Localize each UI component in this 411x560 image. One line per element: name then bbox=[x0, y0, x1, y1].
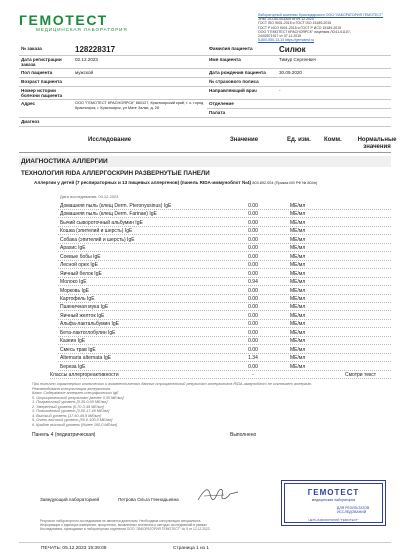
allergy-classes-value: - bbox=[252, 372, 254, 378]
result-unit: МЕ/мл bbox=[290, 321, 306, 328]
dob-label: Дата рождения пациента bbox=[207, 69, 277, 78]
footer-divider bbox=[19, 542, 391, 543]
history-label: Номер истории болезни пациента bbox=[19, 87, 73, 100]
result-unit: МЕ/мл bbox=[290, 211, 306, 218]
result-value: 0.00 bbox=[248, 262, 258, 269]
signature-label: Заведующий лабораторией bbox=[40, 497, 100, 502]
history-value bbox=[73, 87, 207, 100]
reg-date-label: Дата регистрации заказа bbox=[19, 56, 73, 69]
diagnosis-label: Диагноз bbox=[19, 118, 73, 127]
section-title: ДИАГНОСТИКА АЛЛЕРГИИ bbox=[21, 158, 108, 165]
result-value: 0.00 bbox=[248, 363, 258, 370]
result-unit: МЕ/мл bbox=[290, 270, 306, 277]
result-unit: МЕ/мл bbox=[290, 219, 306, 226]
dob-value: 30.09.2020 bbox=[277, 69, 391, 78]
order-label: № заказа bbox=[19, 45, 73, 56]
footer-page: Страница 1 из 1 bbox=[173, 546, 209, 551]
signature-name: Петрова Ольга Геннадьевна bbox=[118, 497, 179, 502]
ward-label: Палата bbox=[207, 109, 277, 118]
result-row bbox=[58, 287, 391, 295]
note-line: Рекомендована консультация аллерголога. bbox=[32, 386, 111, 391]
panel-subtitle-code: 803.892.004 (Приказ МЗ РФ № 804н) bbox=[252, 181, 318, 185]
result-value: 0.00 bbox=[248, 321, 258, 328]
result-row bbox=[58, 363, 391, 371]
col-header-value: Значение bbox=[230, 137, 259, 143]
reg-date-value: 02.12.2023 bbox=[73, 56, 207, 69]
result-name: Собака (эпителий и шерсть) IgE bbox=[60, 236, 135, 243]
result-value: 0.00 bbox=[248, 203, 258, 209]
result-unit: МЕ/мл bbox=[290, 338, 306, 345]
disclaimer-block bbox=[40, 519, 270, 531]
result-name: Молоко IgE bbox=[60, 279, 87, 286]
note-line: Класс Содержание аллерген-специфических IgE bbox=[32, 391, 119, 395]
result-name: Казеин IgE bbox=[60, 338, 86, 345]
result-value: 0.00 bbox=[248, 338, 258, 345]
lab-info-block bbox=[258, 13, 398, 42]
result-value: 0.00 bbox=[248, 245, 258, 252]
result-row bbox=[58, 337, 391, 345]
result-unit: МЕ/мл bbox=[290, 363, 306, 370]
result-name: Alternaria alternata IgE bbox=[60, 355, 112, 362]
result-name: Яичный белок IgE bbox=[60, 270, 102, 277]
result-value: 0.00 bbox=[248, 346, 258, 353]
order-number: 128228317 bbox=[75, 45, 116, 54]
disclaimer-line: Исследования, проводимые в лабораторном отделении ООО "ЛАБОРАТОРИЯ ГЕМОТЕСТ" № 9 от 12.12.2023 bbox=[40, 527, 210, 531]
result-value: 0.00 bbox=[248, 228, 258, 235]
disclaimer-line: Результат лабораторного исследования не является диагнозом. Необходима консультация специалиста. bbox=[40, 519, 202, 523]
result-row bbox=[58, 270, 391, 278]
col-header-unit: Ед. изм. bbox=[287, 137, 311, 143]
panel-subtitle-main: Аллергии у детей (7 респираторных и 13 пищевых аллергенов) (панель RIDA-иммуноблот №4) bbox=[34, 180, 252, 185]
result-unit: МЕ/мл bbox=[290, 346, 306, 353]
stamp-line1: ДЛЯ РЕЗУЛЬТАТОВ bbox=[337, 506, 370, 510]
result-value: 0.00 bbox=[248, 312, 258, 319]
notes-block bbox=[32, 382, 382, 427]
col-header-normal: Нормальные значения bbox=[357, 137, 397, 150]
result-value: 0.00 bbox=[248, 211, 258, 218]
result-value: 0.00 bbox=[248, 295, 258, 302]
result-unit: МЕ/мл bbox=[290, 295, 306, 302]
disclaimer-line: Информация о единицах измерения, процентных, выявленных значениях и методах исследований в рамках bbox=[40, 523, 207, 527]
age-value bbox=[73, 78, 207, 87]
result-value: 0.94 bbox=[248, 279, 258, 286]
result-unit: МЕ/мл bbox=[290, 287, 306, 294]
result-value: 0.00 bbox=[248, 287, 258, 294]
note-line: При типично характерных клинических и анамнестических данных отрицательный результат аллергологов RIDA-иммуноблот не исключает аллергию. bbox=[32, 382, 313, 386]
result-name: Домашняя пыль (клещ Derm. Farinae) IgE bbox=[60, 211, 157, 218]
lab-info-line: 24/00571917 от 07.11.2019 bbox=[258, 34, 302, 39]
allergy-classes-normal: Смотри текст bbox=[345, 372, 377, 378]
note-line: 6. Крайне высокий уровень [более 100,0 МЕ/мл] bbox=[32, 422, 117, 427]
insurance-value bbox=[277, 78, 391, 87]
panel-title: ТЕХНОЛОГИЯ RIDA АЛЛЕРГОСКРИН РАЗВЕРНУТЫЕ ПАНЕЛИ bbox=[21, 170, 210, 177]
result-value: 0.00 bbox=[248, 236, 258, 243]
lab-info-line: ГОСТ ISO 9001-2015 и ГОСТ ISO 15189-2015 bbox=[258, 21, 332, 26]
diagnosis-value bbox=[73, 118, 391, 127]
sex-value: мужской bbox=[73, 69, 207, 78]
result-value: 0.00 bbox=[248, 270, 258, 277]
result-row bbox=[58, 295, 391, 303]
result-name: Смесь трав IgE bbox=[60, 346, 96, 353]
result-name: Соевые бобы IgE bbox=[60, 253, 101, 260]
note-line: 3. Повышенный уровень [3,50-17,49 МЕ/мл] bbox=[32, 409, 110, 413]
col-header-comment: Комм. bbox=[324, 137, 342, 143]
patient-lastname: Силюк bbox=[279, 45, 306, 54]
address-value: ООО "ГЕМОТЕСТ КРАСНОЯРСК" 660127, Красноярский край, г. о. город Красноярск, г. Красноярск, ул Мате Залки, д. 28 bbox=[73, 100, 207, 118]
result-row bbox=[58, 278, 391, 286]
age-label: Возраст пациента bbox=[19, 78, 73, 87]
lastname-label: Фамилия пациента bbox=[207, 45, 277, 56]
result-name: Арахис IgE bbox=[60, 245, 86, 252]
note-line: 2. Умеренный уровень [0,70-3,49 МЕ/мл] bbox=[32, 404, 104, 409]
department-value bbox=[277, 100, 391, 109]
footer-printed: ПЕЧАТЬ: 05.12.2023 19:39:09 bbox=[41, 546, 107, 551]
result-unit: МЕ/мл bbox=[290, 329, 306, 336]
note-line: 4. Высокий уровень [17,50-49,9 МЕ/мл] bbox=[32, 413, 101, 418]
lab-info-line: ООО "ГЕМОТЕСТ КРАСНОЯРСК" лицензия ЛО41-01107- bbox=[258, 29, 351, 34]
result-unit: МЕ/мл bbox=[290, 304, 306, 311]
note-line: 0. Отрицательный результат [менее 0,35 МЕ/мл] bbox=[32, 395, 124, 400]
result-value: 0.00 bbox=[248, 219, 258, 226]
handwritten-signature bbox=[194, 484, 244, 506]
result-name: Лесной орех IgE bbox=[60, 262, 98, 269]
lab-info-line: ГОСТ Р ИСО 9001-2015 и ГОСТ Р ИСО 15189-2015 bbox=[258, 25, 342, 30]
allergy-classes-label: Классы аллергореактивности bbox=[50, 372, 119, 378]
result-row bbox=[58, 312, 391, 320]
note-line: 1. Пограничный уровень [0,35-0,69 МЕ/мл] bbox=[32, 400, 108, 404]
result-name: Альфа-лактальбумин IgE bbox=[60, 321, 119, 328]
result-name: Яичный желток IgE bbox=[60, 312, 105, 319]
sex-label: Пол пациента bbox=[19, 69, 73, 78]
result-row bbox=[58, 346, 391, 354]
logo-subtitle: МЕДИЦИНСКАЯ ЛАБОРАТОРИЯ bbox=[36, 27, 128, 32]
stamp-bottom: ЦЕТЬ ЛАБОРАТОРИЙ "ГЕМОТЕСТ" bbox=[308, 518, 359, 522]
result-name: Домашняя пыль (клещ Derm. Pteronyssinus) IgE bbox=[60, 203, 172, 209]
result-value: 0.00 bbox=[248, 304, 258, 311]
insurance-label: № страхового полиса bbox=[207, 78, 277, 87]
department-label: Отделение bbox=[207, 100, 277, 109]
result-value: 0.00 bbox=[248, 329, 258, 336]
name-label: Имя пациента bbox=[207, 56, 277, 69]
result-value: 1.34 bbox=[248, 355, 258, 362]
panel-row-value: Выполнено bbox=[230, 432, 257, 438]
address-label: Адрес bbox=[19, 100, 73, 118]
panel-date: Дата исследования: 04.12.2023 bbox=[60, 194, 119, 199]
result-unit: МЕ/мл bbox=[290, 236, 306, 243]
result-value: 0.00 bbox=[248, 253, 258, 260]
result-unit: МЕ/мл bbox=[290, 203, 306, 209]
result-unit: МЕ/мл bbox=[290, 279, 306, 286]
col-header-study: Исследование bbox=[88, 137, 132, 143]
result-name: Бычий сывороточный альбумин IgE bbox=[60, 219, 143, 226]
doctor-value: - bbox=[277, 87, 391, 100]
stamp-logo: ГЕМОТЕСТ bbox=[307, 488, 360, 497]
result-unit: МЕ/мл bbox=[290, 228, 306, 235]
result-name: Морковь IgE bbox=[60, 287, 89, 294]
panel-row-label: Панель 4 (педиатрическая) bbox=[32, 432, 96, 438]
result-name: Картофель IgE bbox=[60, 295, 95, 302]
result-row bbox=[58, 253, 391, 261]
stamp-line2: ИССЛЕДОВАНИЙ bbox=[337, 510, 367, 514]
result-name: Береза IgE bbox=[60, 363, 86, 370]
result-unit: МЕ/мл bbox=[290, 312, 306, 319]
stamp-sub: медицинская лаборатория bbox=[311, 498, 356, 502]
result-row bbox=[58, 261, 391, 269]
result-row bbox=[58, 244, 391, 252]
result-name: Бета-лактоглобулин IgE bbox=[60, 329, 116, 336]
patient-info-table bbox=[19, 45, 391, 127]
result-name: Пшеничная мука IgE bbox=[60, 304, 109, 311]
ward-value bbox=[277, 109, 391, 118]
lab-info-line: ЭЛЬТ-ЛО-50-003309 от 09.12.2020 bbox=[258, 17, 314, 22]
result-unit: МЕ/мл bbox=[290, 253, 306, 260]
result-unit: МЕ/мл bbox=[290, 262, 306, 269]
patient-name: Тимур Сергеевич bbox=[277, 56, 391, 69]
lab-info-line[interactable]: 8-800-550-13-13 https://gemotest.ru bbox=[258, 38, 315, 43]
note-line: 5. Очень высокий уровень [50,0-100,0 МЕ/мл] bbox=[32, 418, 113, 422]
result-unit: МЕ/мл bbox=[290, 355, 306, 362]
doctor-label: Направляющий врач bbox=[207, 87, 277, 100]
panel-subtitle bbox=[34, 180, 388, 187]
lab-stamp bbox=[281, 480, 386, 526]
result-unit: МЕ/мл bbox=[290, 245, 306, 252]
logo-title: ГЕМОТЕСТ bbox=[19, 12, 108, 28]
result-name: Кошка (эпителий и шерсть) IgE bbox=[60, 228, 133, 235]
lab-info-line[interactable]: Лабораторный комплекс Краснодарского ООО "ЛАБОРАТОРИЯ ГЕМОТЕСТ" bbox=[258, 13, 384, 17]
header-divider bbox=[19, 152, 391, 153]
